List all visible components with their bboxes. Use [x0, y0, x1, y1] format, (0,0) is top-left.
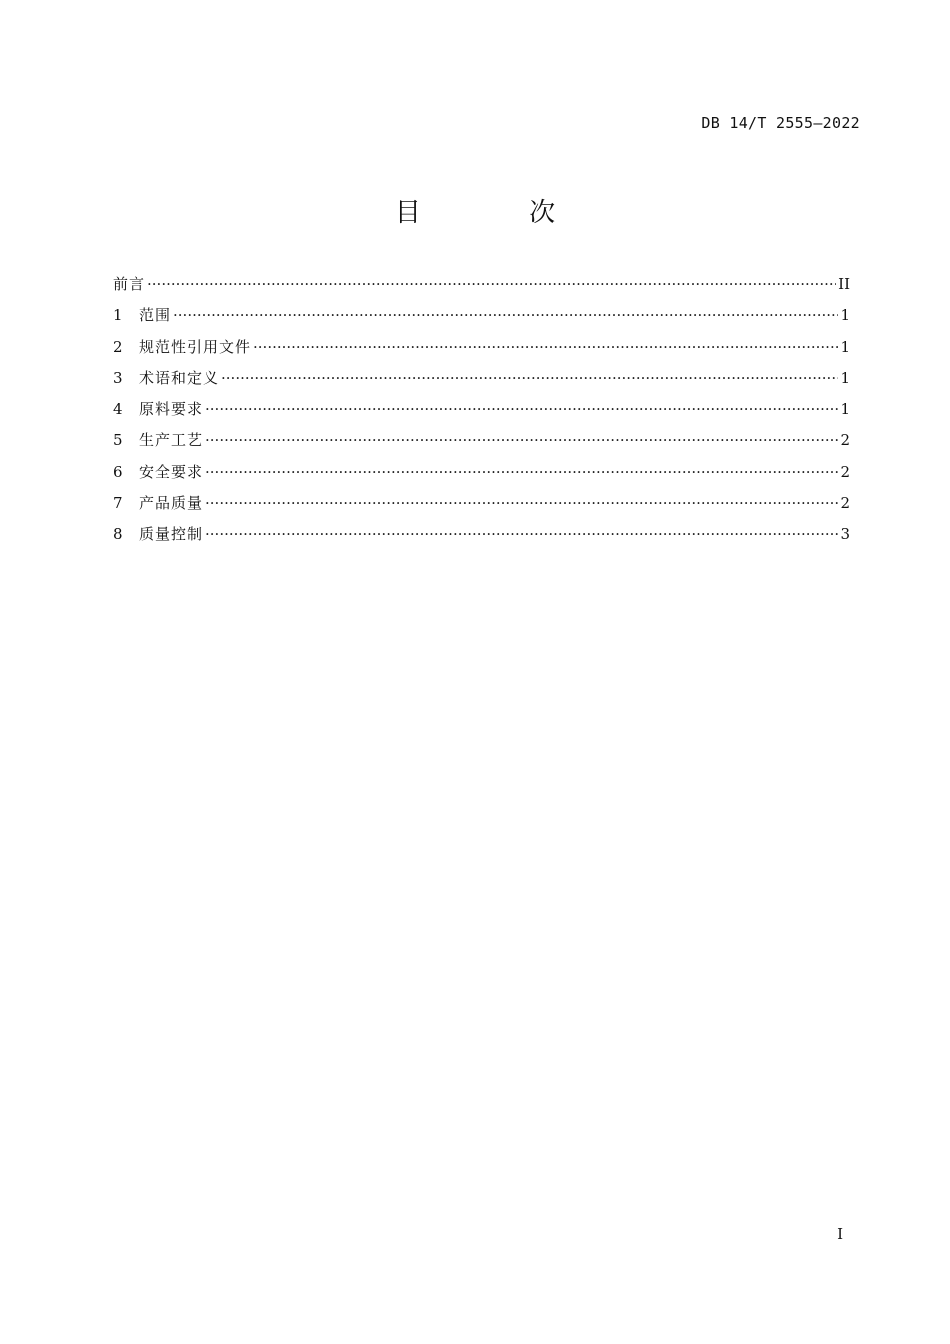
- toc-dot-leader: [205, 428, 838, 452]
- toc-entry-label: 术语和定义: [139, 368, 220, 387]
- page-number: I: [837, 1225, 843, 1243]
- toc-entry-number: 1: [113, 306, 123, 325]
- toc-dot-leader: [205, 522, 838, 546]
- toc-entry-label: 规范性引用文件: [139, 337, 252, 356]
- toc-entry-number: 6: [113, 462, 123, 481]
- toc-entry-page: 1: [840, 368, 850, 387]
- toc-entry-foreword[interactable]: [113, 272, 850, 303]
- toc-entry-production-process[interactable]: [113, 428, 850, 459]
- table-of-contents: [113, 272, 850, 554]
- toc-entry-label: 质量控制: [139, 525, 204, 544]
- toc-entry-normative-references[interactable]: [113, 335, 850, 366]
- toc-dot-leader: [173, 303, 838, 327]
- toc-dot-leader: [205, 397, 838, 421]
- toc-entry-page: 2: [840, 494, 850, 513]
- toc-entry-label: 产品质量: [139, 494, 204, 513]
- toc-dot-leader: [221, 366, 838, 390]
- toc-dot-leader: [205, 491, 838, 515]
- toc-entry-label: 生产工艺: [139, 431, 204, 450]
- toc-entry-label: 前言: [113, 275, 146, 293]
- toc-entry-number: 7: [113, 494, 123, 513]
- toc-entry-scope[interactable]: [113, 303, 850, 334]
- toc-entry-terms-definitions[interactable]: [113, 366, 850, 397]
- toc-entry-number: 2: [113, 337, 123, 356]
- toc-entry-page: 1: [840, 306, 850, 325]
- toc-entry-product-quality[interactable]: [113, 491, 850, 522]
- toc-entry-quality-control[interactable]: [113, 522, 850, 553]
- toc-entry-number: 8: [113, 525, 123, 544]
- toc-entry-page: 3: [840, 525, 850, 544]
- toc-entry-number: 3: [113, 368, 123, 387]
- toc-entry-label: 安全要求: [139, 462, 204, 481]
- toc-dot-leader: [253, 335, 838, 359]
- toc-dot-leader: [147, 272, 836, 296]
- toc-entry-number: 5: [113, 431, 123, 450]
- toc-entry-page: 2: [840, 431, 850, 450]
- toc-entry-safety-requirements[interactable]: [113, 460, 850, 491]
- toc-entry-label: 原料要求: [139, 400, 204, 419]
- toc-entry-raw-material-requirements[interactable]: [113, 397, 850, 428]
- toc-entry-number: 4: [113, 400, 123, 419]
- toc-entry-page: 2: [840, 462, 850, 481]
- toc-dot-leader: [205, 460, 838, 484]
- toc-title: 目 次: [394, 198, 606, 228]
- toc-entry-page: 1: [840, 400, 850, 419]
- toc-entry-label: 范围: [139, 306, 172, 325]
- document-code: DB 14/T 2555—2022: [701, 114, 860, 132]
- toc-entry-page: II: [838, 275, 850, 293]
- toc-entry-page: 1: [840, 337, 850, 356]
